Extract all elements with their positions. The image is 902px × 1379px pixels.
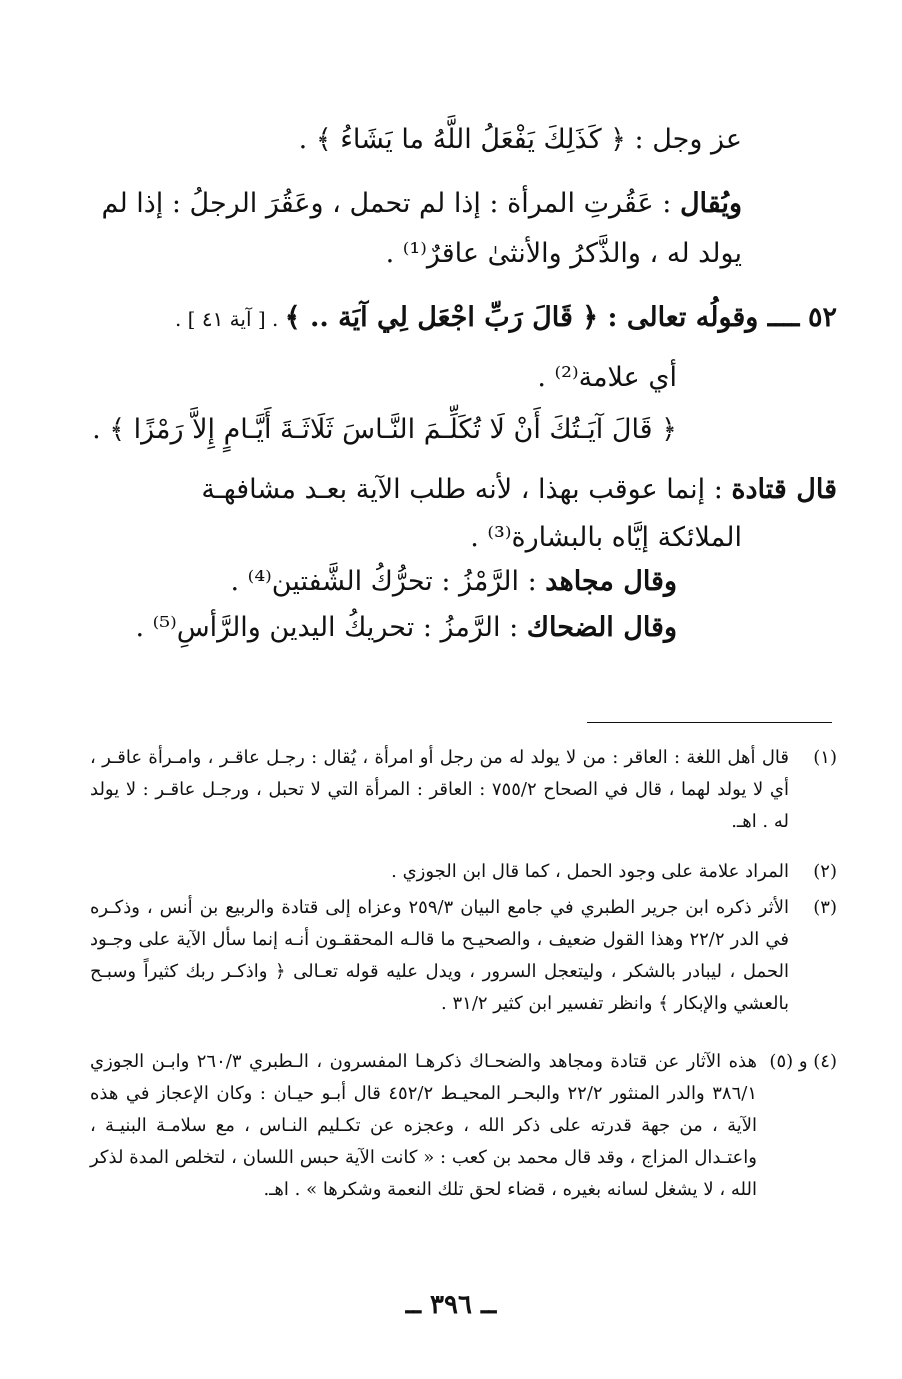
term-dahhak: وقال الضحاك bbox=[526, 612, 677, 643]
meaning-line: أي علامة⁽²⁾ . bbox=[537, 362, 677, 393]
paragraph-yuqal-line-2: يولد له ، والذَّكرُ والأنثىٰ عاقرٌ⁽¹⁾ . bbox=[385, 238, 742, 269]
footnote-text: الأثر ذكره ابن جرير الطبري في جامع البيان ٢٥٩/٣ وعزاه إلى قتادة والربيع بن أنس ، وذكـره في الدر ٢٢/٢ وهذا القول ضعيف ، والصحيـح ما قالـه المحققـون أنـه إنما سأل الآية على وجـود الحمل ، ليبادر بالشكر ، وليتعجل السرور ، ويدل عليه قوله تعـالى ﴿ واذكـر ربك كثيراً وسبـح بالعشي والإبكار ﴾ وانظر تفسير ابن كثير ٣١/٢ . bbox=[90, 897, 789, 1014]
footnote-text: هذه الآثار عن قتادة ومجاهد والضحـاك ذكرهـا المفسرون ، الـطبري ٢٦٠/٣ وابـن الجوزي ٣٨٦/١ والدر المنثور ٢٢/٢ والبحـر المحيـط ٤٥٢/٢ قال أبـو حيـان : وكان الإعجاز في هذه الآية ، من جهة قدرته على ذكر الله ، وعجزه عن تكـليم النـاس ، مع سلامـة البنيـة ، واعتـدال المزاج ، وقد قال محمد بن كعب : « كانت الآية حبس اللسان ، لتخلص المدة لذكر الله ، لا يشغل لسانه بغيره ، قضاء لحق تلك النعمة وشكرها » . اهـ. bbox=[90, 1051, 758, 1200]
footnote-2 bbox=[90, 856, 837, 892]
footnote-number: (٢) bbox=[813, 861, 837, 882]
paragraph-yuqal-line-1 bbox=[101, 188, 742, 219]
qatada-line-2: الملائكة إيَّاه بالبشارة⁽³⁾ . bbox=[470, 522, 742, 553]
footnote-4-5 bbox=[90, 1046, 837, 1226]
footnote-1 bbox=[90, 742, 837, 852]
term-yuqal: ويُقال bbox=[679, 188, 742, 219]
footnote-text: قال أهل اللغة : العاقر : من لا يولد له من رجل أو امرأة ، يُقال : رجـل عاقـر ، وامـرأة عاقـر ، أي لا يولد لهما ، قال في الصحاح ٧٥٥/٢ : العاقر : المرأة التي لا تحبل ، ورجـل عاقـر : لا يولد له . اهـ. bbox=[90, 747, 789, 832]
dahhak-text: : الرَّمزُ : تحريكُ اليدين والرَّأسِ⁽⁵⁾ . bbox=[135, 612, 527, 643]
text-line-1: عز وجل : ﴿ كَذَلِكَ يَفْعَلُ اللَّهُ ما يَشَاءُ ﴾ . bbox=[298, 124, 742, 155]
term-qatada: قال قتادة bbox=[731, 474, 837, 505]
term-mujahid: وقال مجاهد bbox=[545, 566, 677, 597]
qatada-line-1 bbox=[201, 474, 837, 505]
entry-verse-reference: . [ آية ٤١ ] . bbox=[174, 307, 285, 331]
entry-lead: ــــ وقولُه تعالى : bbox=[607, 302, 800, 333]
mujahid-line bbox=[231, 566, 677, 597]
mujahid-text: : الرَّمْزُ : تحرُّكُ الشَّفتين⁽⁴⁾ . bbox=[230, 566, 546, 597]
paragraph-yuqal-text: : عَقُرتِ المرأة : إذا لم تحمل ، وعَقُرَ الرجلُ : إذا لم bbox=[101, 188, 680, 219]
dahhak-line bbox=[135, 612, 677, 643]
page-number: ــ ٣٩٦ ــ bbox=[405, 1290, 497, 1320]
entry-verse: ﴿ قَالَ رَبِّ اجْعَل لِي آيَة .. ﴾ bbox=[284, 302, 608, 333]
qatada-text: : إنما عوقب بهذا ، لأنه طلب الآية بعـد مشافهـة bbox=[201, 474, 732, 505]
footnote-3 bbox=[90, 892, 837, 1042]
footnote-number: (٣) bbox=[813, 897, 837, 918]
entry-52-heading bbox=[175, 302, 837, 333]
footnote-text: المراد علامة على وجود الحمل ، كما قال ابن الجوزي . bbox=[391, 861, 789, 882]
entry-number: ٥٢ bbox=[807, 302, 837, 333]
footnote-number: (٤) و (٥) bbox=[769, 1051, 837, 1072]
footnote-separator bbox=[587, 722, 832, 723]
footnote-number: (١) bbox=[813, 747, 837, 768]
verse-line: ﴿ قَالَ آيَـتُكَ أَنْ لَا تُكَلِّـمَ النَّـاسَ ثَلَاثَـةَ أَيَّـامٍ إِلاَّ رَمْزًا ﴾ . bbox=[92, 414, 677, 445]
